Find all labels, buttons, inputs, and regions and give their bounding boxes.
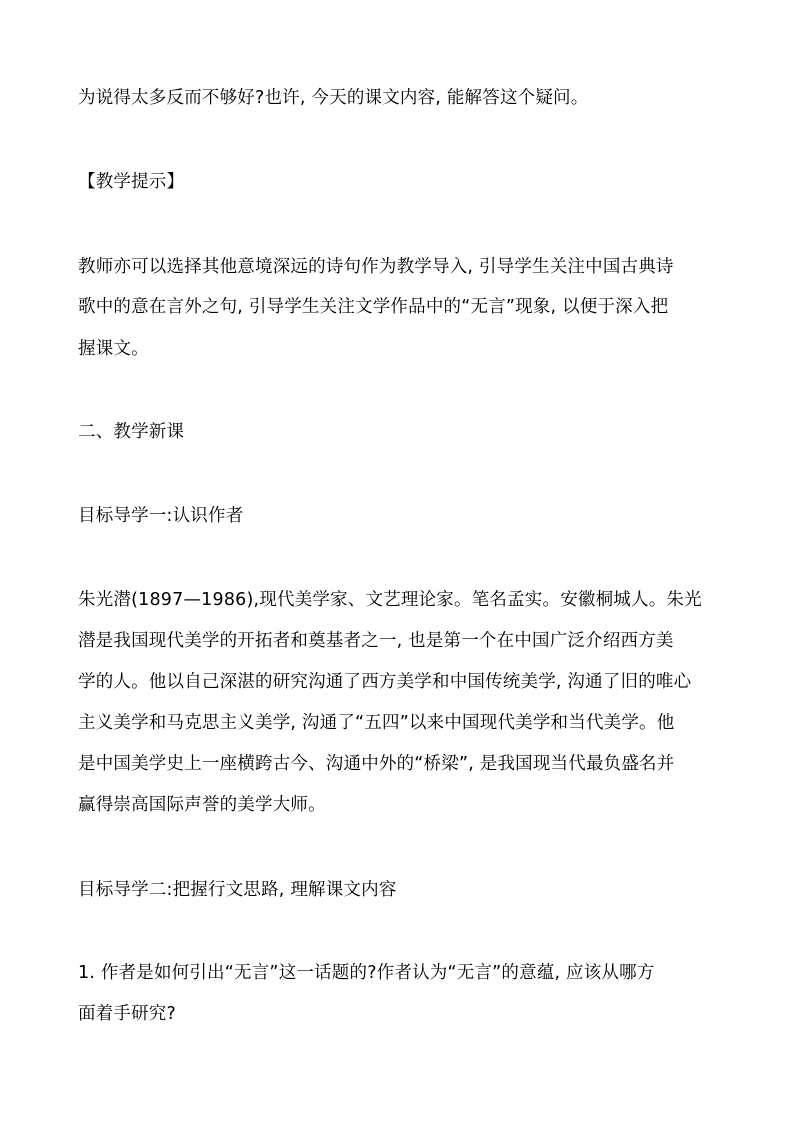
teaching-tip-heading: 【教学提示】 xyxy=(78,172,185,192)
teaching-tip-line-2: 歌中的意在言外之句, 引导学生关注文学作品中的“无言”现象, 以便于深入把 xyxy=(78,297,669,317)
section-heading-new-lesson: 二、教学新课 xyxy=(78,422,185,442)
question-one-line-1: 1. 作者是如何引出“无言”这一话题的?作者认为“无言”的意蕴, 应该从哪方 xyxy=(78,963,655,983)
author-bio-line-1: 朱光潜(1897—1986),现代美学家、文艺理论家。笔名孟实。安徽桐城人。朱光 xyxy=(78,590,702,610)
goal-two-heading: 目标导学二:把握行文思路, 理解课文内容 xyxy=(78,880,397,900)
goal-one-heading: 目标导学一:认识作者 xyxy=(78,506,244,526)
author-bio-line-2: 潜是我国现代美学的开拓者和奠基者之一, 也是第一个在中国广泛介绍西方美 xyxy=(78,631,674,651)
author-bio-line-6: 赢得崇高国际声誉的美学大师。 xyxy=(78,795,326,815)
paragraph-intro-ending: 为说得太多反而不够好?也许, 今天的课文内容, 能解答这个疑问。 xyxy=(78,88,589,108)
question-one-line-2: 面着手研究? xyxy=(78,1004,176,1024)
author-bio-line-3: 学的人。他以自己深湛的研究沟通了西方美学和中国传统美学, 沟通了旧的唯心 xyxy=(78,672,692,692)
author-bio-line-5: 是中国美学史上一座横跨古今、沟通中外的“桥梁”, 是我国现当代最负盛名并 xyxy=(78,754,675,774)
teaching-tip-line-1: 教师亦可以选择其他意境深远的诗句作为教学导入, 引导学生关注中国古典诗 xyxy=(78,257,674,277)
teaching-tip-line-3: 握课文。 xyxy=(78,339,149,359)
author-bio-line-4: 主义美学和马克思主义美学, 沟通了“五四”以来中国现代美学和当代美学。他 xyxy=(78,713,675,733)
